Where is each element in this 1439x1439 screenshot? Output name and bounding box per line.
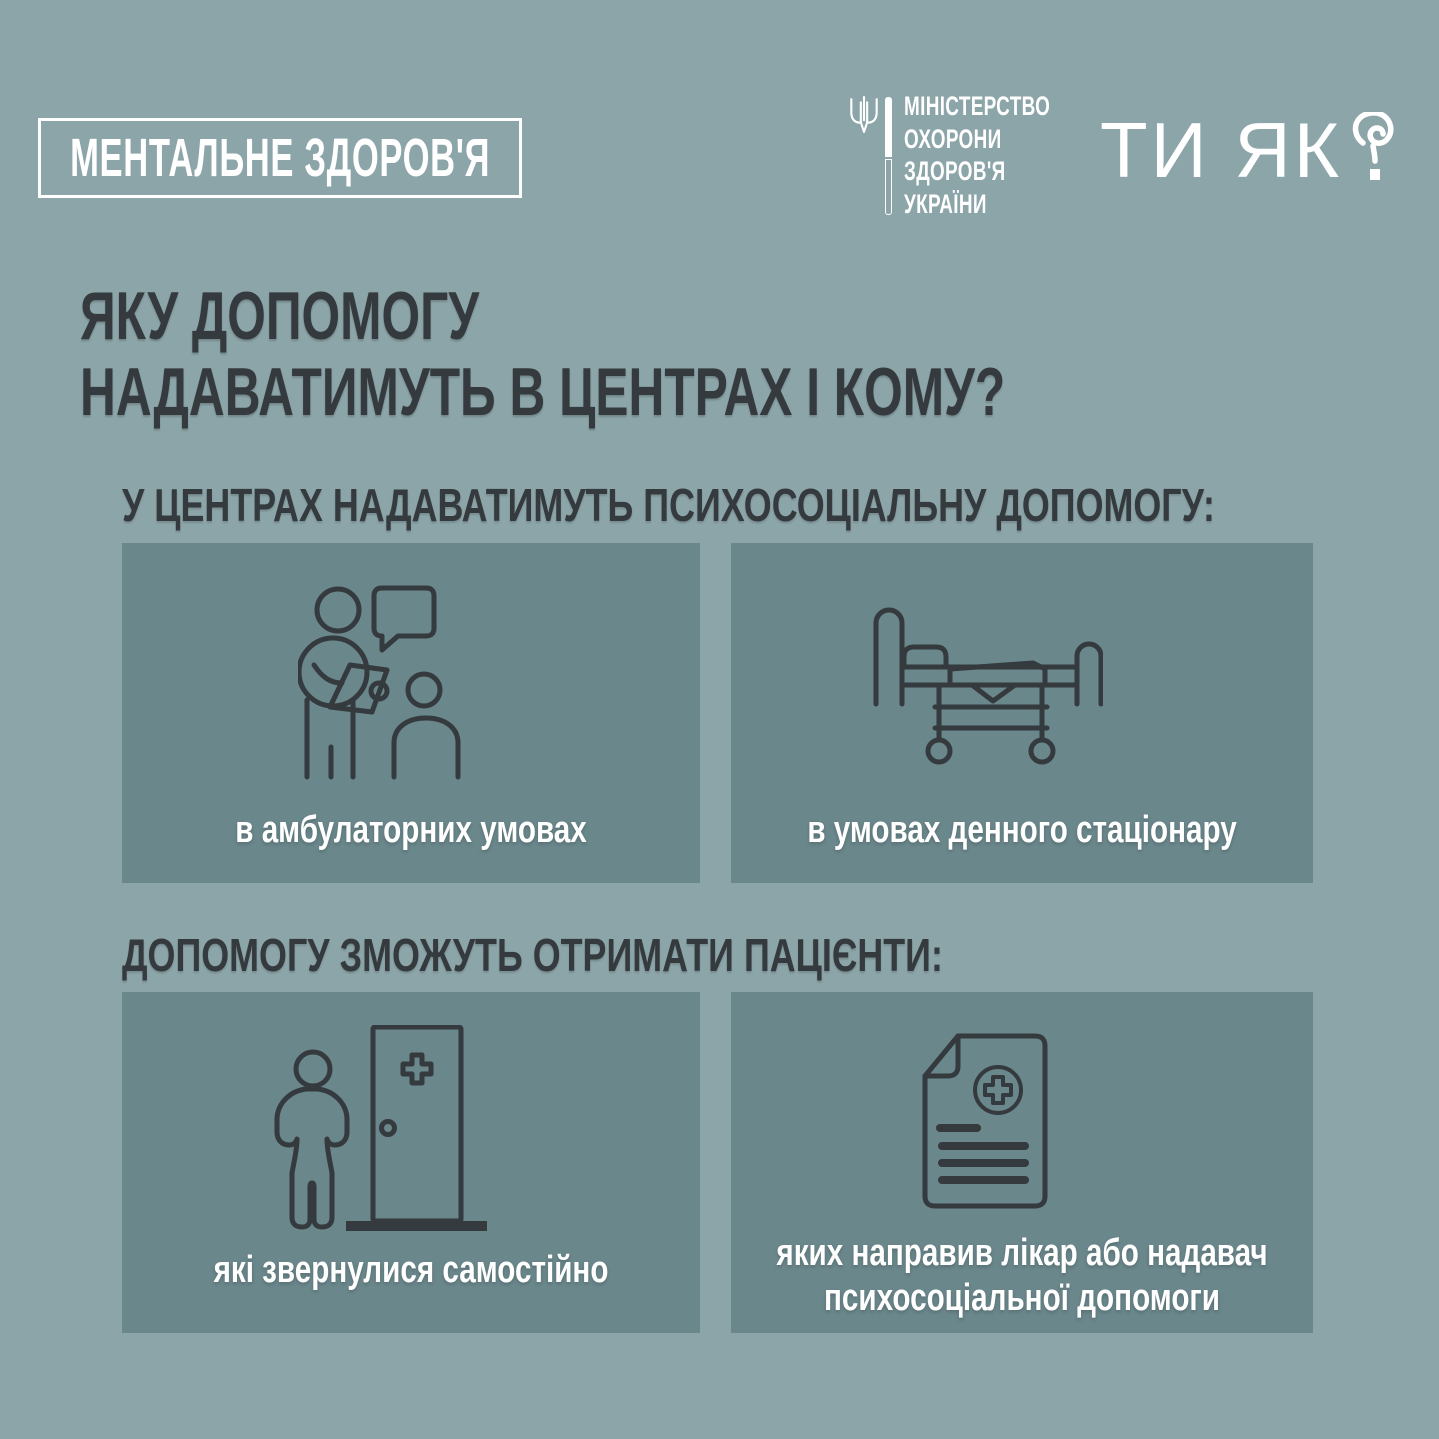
section-heading-services: У ЦЕНТРАХ НАДАВАТИМУТЬ ПСИХОСОЦІАЛЬНУ ДОПОМОГУ: [122, 479, 1216, 531]
page-title-line2: НАДАВАТИМУТЬ В ЦЕНТРАХ І КОМУ? [80, 354, 1006, 430]
card-label: в амбулаторних умовах [235, 809, 587, 851]
page-title-line1: ЯКУ ДОПОМОГУ [80, 278, 480, 354]
referral-document-icon [920, 1033, 1060, 1213]
section-heading-patients: ДОПОМОГУ ЗМОЖУТЬ ОТРИМАТИ ПАЦІЄНТИ: [122, 929, 943, 981]
ministry-name-line: ОХОРОНИ [904, 123, 1002, 154]
page-title [80, 278, 1321, 430]
ministry-name [904, 90, 1113, 220]
doctor-consultation-icon [298, 585, 468, 785]
ear-question-icon [1350, 112, 1398, 190]
info-card-doctor-referral [731, 992, 1313, 1333]
mental-health-badge [38, 118, 522, 198]
ministry-name-line: УКРАЇНИ [904, 188, 987, 219]
tryzub-icon [845, 96, 883, 134]
ministry-name-line: ЗДОРОВ'Я [904, 156, 1006, 186]
ministry-logo-divider [885, 97, 892, 215]
person-at-door-icon [273, 1025, 488, 1232]
card-label: які звернулися самостійно [213, 1249, 609, 1291]
badge-label: МЕНТАЛЬНЕ ЗДОРОВ'Я [70, 128, 490, 188]
question-dot [1370, 169, 1380, 180]
ministry-name-line: МІНІСТЕРСТВО [904, 91, 1051, 121]
info-card-day-hospital [731, 543, 1313, 883]
card-label: в умовах денного стаціонару [807, 809, 1237, 851]
hospital-bed-icon [873, 607, 1103, 767]
card-label: яких направив лікар або надавач психосоціальної допомоги [776, 1232, 1268, 1319]
tyak-logo [1100, 106, 1398, 194]
info-card-self-referral [122, 992, 700, 1333]
info-card-ambulatory [122, 543, 700, 883]
tyak-logo-text: ТИ ЯК [1100, 106, 1343, 194]
